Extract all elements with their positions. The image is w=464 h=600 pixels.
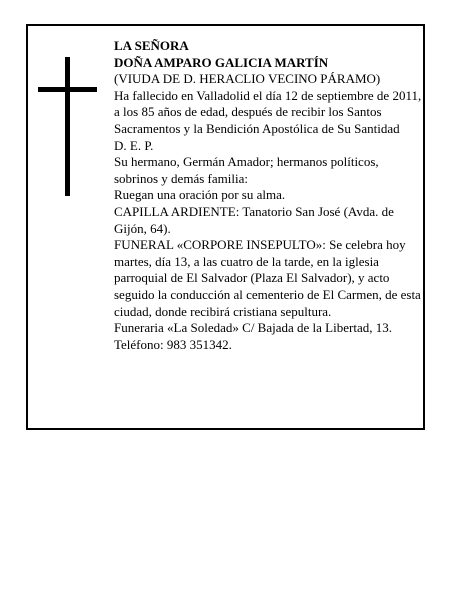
cross-horizontal-bar <box>38 87 97 92</box>
chapel-info: CAPILLA ARDIENTE: Tanatorio San José (Avda. de Gijón, 64). <box>114 203 394 236</box>
cross-vertical-bar <box>65 57 70 196</box>
prayer-request: Ruegan una oración por su alma. <box>114 187 286 203</box>
rip-line: D. E. P. <box>114 137 154 153</box>
death-announcement: Ha fallecido en Valladolid el día 12 de septiembre de 2011, a los 85 años de edad, después de recibir los Santos Sacramentos y la Bendición Apostólica de Su Santidad <box>114 87 422 136</box>
cross-icon <box>38 57 97 196</box>
widow-line: (VIUDA DE D. HERACLIO VECINO PÁRAMO) <box>114 71 381 87</box>
obituary-text <box>114 38 422 353</box>
family-line: Su hermano, Germán Amador; hermanos políticos, sobrinos y demás familia: <box>114 154 379 186</box>
funeral-home-info: Funeraria «La Soledad» C/ Bajada de la Libertad, 13. Teléfono: 983 351342. <box>114 320 392 352</box>
deceased-name: DOÑA AMPARO GALICIA MARTÍN <box>114 54 329 70</box>
funeral-info: FUNERAL «CORPORE INSEPULTO»: Se celebra hoy martes, día 13, a las cuatro de la tarde, en la iglesia parroquial de El Salvador (Plaza El Salvador), y acto seguido la conducción al cementerio de El Carmen, de esta ciudad, donde recibirá cristiana sepultura. <box>114 237 421 319</box>
notice-title: LA SEÑORA <box>114 38 189 53</box>
